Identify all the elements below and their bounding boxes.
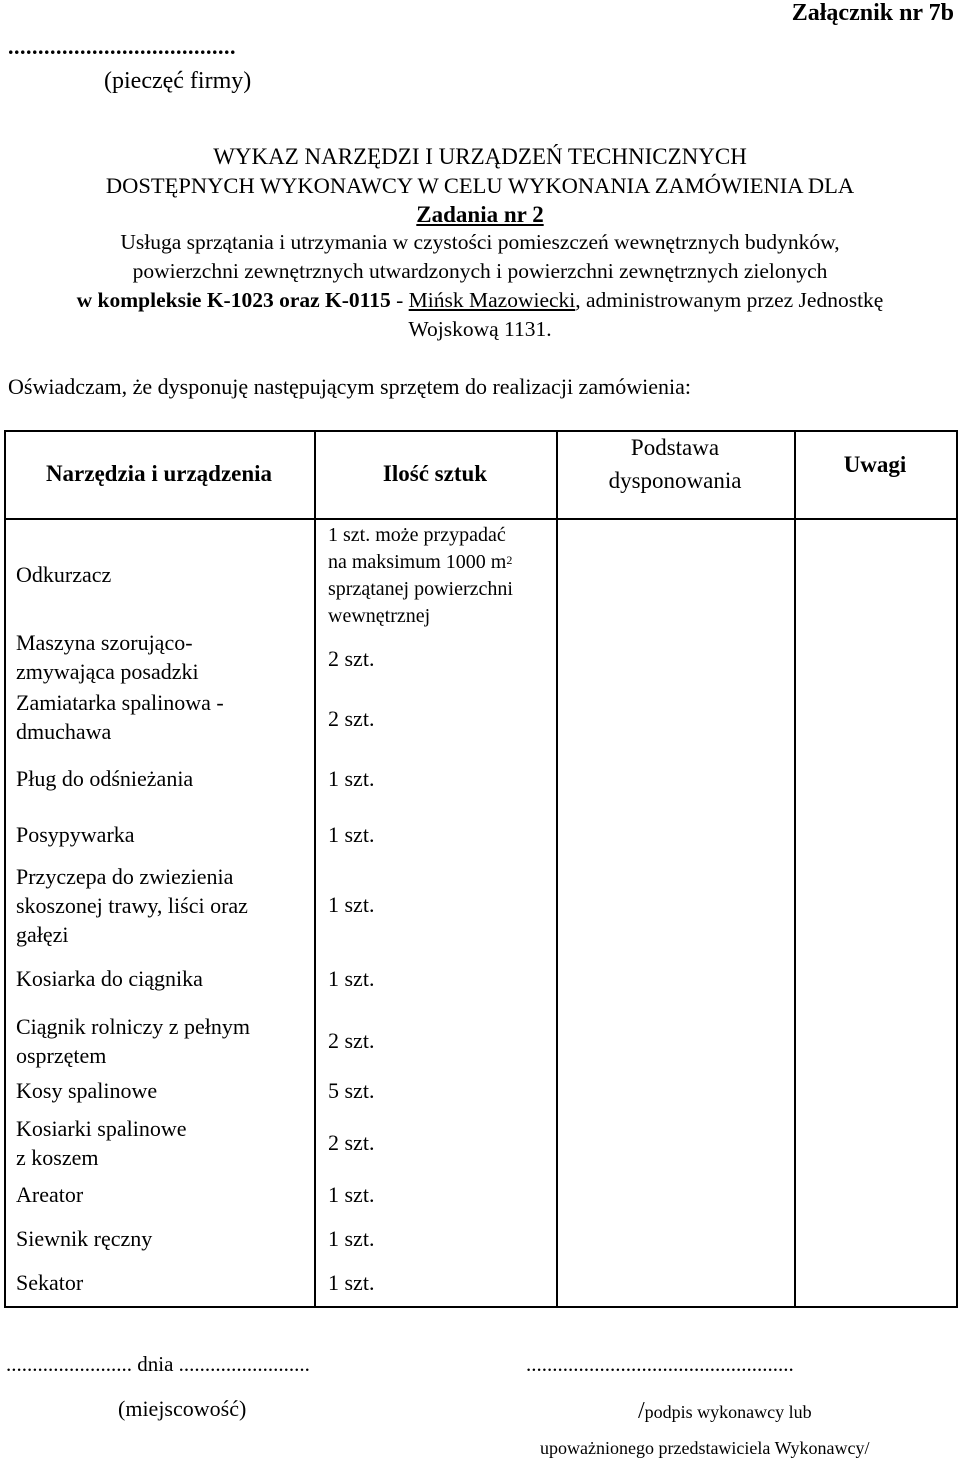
header-basis (556, 431, 794, 497)
tool-name-line: Maszyna szorująco- (16, 630, 193, 655)
tool-name-line: Pług do odśnieżania (16, 766, 194, 791)
quantity-line (328, 1268, 374, 1297)
quantity (328, 1128, 374, 1157)
quantity (328, 1268, 374, 1297)
tool-name-line: zmywająca posadzki (16, 659, 199, 684)
stamp-label: (pieczęć firmy) (104, 68, 252, 94)
quantity-line (328, 1026, 374, 1055)
tool-name (16, 964, 203, 993)
declaration-text: Oświadczam, że dysponuję następującym sprzętem do realizacji zamówienia: (8, 374, 691, 399)
tool-name-line: Siewnik ręczny (16, 1226, 153, 1251)
quantity-text: 2 szt. (328, 1130, 375, 1155)
quantity-text: 2 szt. (328, 706, 375, 731)
quantity (328, 644, 374, 673)
quantity (328, 1224, 374, 1253)
quantity (328, 890, 374, 919)
quantity-text: 1 szt. (328, 1226, 375, 1251)
description-complex: w kompleksie K-1023 oraz K-0115 (76, 288, 391, 312)
tool-name-line: Ciągnik rolniczy z pełnym (16, 1014, 250, 1039)
quantity (328, 764, 374, 793)
tool-name-line: Przyczepa do zwiezienia (16, 864, 234, 889)
tool-name-line: Kosiarka do ciągnika (16, 966, 203, 991)
quantity-text: 1 szt. (328, 1270, 375, 1295)
stamp-dots: ...................................... (8, 34, 236, 59)
tool-name-line: Sekator (16, 1270, 84, 1295)
annex-label: Załącznik nr 7b (791, 0, 954, 26)
quantity (328, 1026, 374, 1055)
tool-name (16, 560, 111, 589)
quantity-text: 1 szt. (328, 766, 375, 791)
quantity-line (328, 820, 374, 849)
tool-name (16, 1012, 250, 1070)
quantity-line (328, 890, 374, 919)
tool-name (16, 1224, 152, 1253)
tool-name-line: Areator (16, 1182, 84, 1207)
place-label: (miejscowość) (118, 1396, 247, 1421)
quantity-text: 5 szt. (328, 1078, 375, 1103)
quantity (328, 704, 374, 733)
quantity-text: 1 szt. (328, 966, 375, 991)
signature-label-1-text: podpis wykonawcy lub (644, 1402, 812, 1422)
title-line-2: DOSTĘPNYCH WYKONAWCY W CELU WYKONANIA ZAMÓWIENIA DLA (105, 173, 855, 198)
header-basis-line-1: Podstawa (630, 435, 720, 460)
tool-name (16, 1180, 83, 1209)
signature-label-1 (638, 1398, 812, 1425)
tool-name-line: Odkurzacz (16, 562, 112, 587)
description-block (0, 228, 960, 344)
signature-slash: / (638, 1398, 645, 1424)
description-line-3 (0, 286, 960, 315)
quantity (328, 522, 513, 630)
quantity-line (328, 704, 374, 733)
tool-name-line: Kosy spalinowe (16, 1078, 158, 1103)
tool-name-line: osprzętem (16, 1043, 107, 1068)
tool-name (16, 764, 193, 793)
description-line-2: powierzchni zewnętrznych utwardzonych i powierzchni zewnętrznych zielonych (132, 259, 828, 283)
tool-name (16, 1076, 157, 1105)
quantity (328, 964, 374, 993)
signature-line: ................................................... (526, 1352, 794, 1376)
tool-name-line: Kosiarki spalinowe (16, 1116, 187, 1141)
quantity-line (328, 576, 513, 603)
tool-name-line: Posypywarka (16, 822, 135, 847)
tool-name-line: skoszonej trawy, liści oraz (16, 893, 248, 918)
quantity-line (328, 603, 513, 630)
place-date-line: ........................ dnia ......................... (6, 1352, 310, 1376)
quantity-line (328, 1224, 374, 1253)
header-quantity: Ilość sztuk (382, 461, 488, 486)
tool-name (16, 688, 224, 746)
description-city: Mińsk Mazowiecki (408, 288, 576, 312)
quantity-text: na maksimum 1000 m (328, 551, 507, 573)
tool-name (16, 628, 199, 686)
quantity-text: 2 szt. (328, 1028, 375, 1053)
quantity (328, 820, 374, 849)
signature-label-2: upoważnionego przedstawiciela Wykonawcy/ (540, 1438, 870, 1458)
header-notes: Uwagi (843, 452, 907, 477)
quantity-text: sprzątanej powierzchni (328, 578, 513, 600)
quantity-text: wewnętrznej (328, 605, 431, 627)
header-tools: Narzędzia i urządzenia (45, 461, 273, 486)
quantity-line (328, 1128, 374, 1157)
quantity-line (328, 644, 374, 673)
tool-name (16, 1268, 83, 1297)
title-block (0, 142, 960, 229)
title-task: Zadania nr 2 (416, 202, 544, 227)
tool-name-line: Zamiatarka spalinowa - (16, 690, 224, 715)
description-dash: - (390, 288, 409, 312)
quantity-text: 1 szt. może przypadać (328, 524, 506, 546)
quantity-line (328, 764, 374, 793)
tool-name (16, 820, 135, 849)
quantity-text: 1 szt. (328, 1182, 375, 1207)
quantity (328, 1076, 374, 1105)
title-line-1: WYKAZ NARZĘDZI I URZĄDZEŃ TECHNICZNYCH (213, 144, 747, 169)
unit-superscript: 2 (506, 553, 513, 567)
quantity-line (328, 1180, 374, 1209)
quantity-line (328, 549, 513, 576)
header-basis-line-2: dysponowania (608, 468, 742, 493)
tool-name-line: z koszem (16, 1145, 99, 1170)
quantity-line (328, 522, 513, 549)
tool-name (16, 862, 248, 949)
tool-name-line: dmuchawa (16, 719, 112, 744)
quantity (328, 1180, 374, 1209)
quantity-text: 1 szt. (328, 822, 375, 847)
quantity-line (328, 1076, 374, 1105)
description-line-4: Wojskową 1131. (408, 317, 552, 341)
quantity-text: 2 szt. (328, 646, 375, 671)
description-line-1: Usługa sprzątania i utrzymania w czystości pomieszczeń wewnętrznych budynków, (120, 230, 840, 254)
description-rest: , administrowanym przez Jednostkę (575, 288, 884, 312)
tool-name (16, 1114, 186, 1172)
quantity-text: 1 szt. (328, 892, 375, 917)
tool-name-line: gałęzi (16, 922, 69, 947)
quantity-line (328, 964, 374, 993)
